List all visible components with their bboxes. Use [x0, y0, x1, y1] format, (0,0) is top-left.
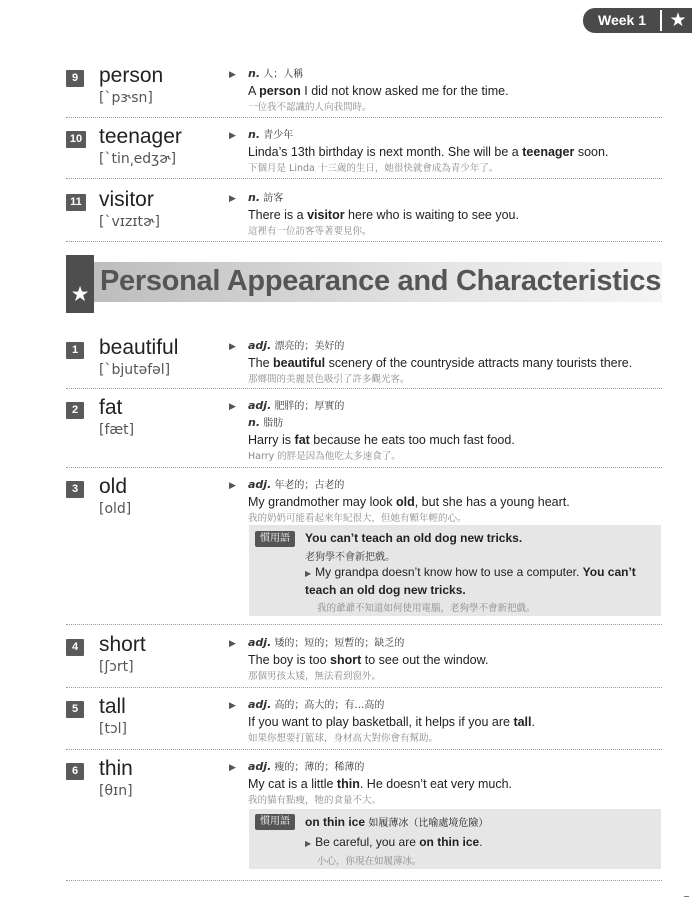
divider [66, 178, 662, 179]
entry-phonetic: [fæt] [99, 422, 135, 438]
part-of-speech: adj. [248, 636, 272, 649]
example-sentence: The boy is too short to see out the window. [248, 653, 489, 667]
week-label: Week 1 [598, 12, 646, 28]
week-separator [660, 10, 662, 31]
entry-phonetic: [old] [99, 501, 132, 517]
entry-number: 5 [66, 701, 84, 718]
part-of-speech: adj. [248, 478, 272, 491]
part-of-speech: n. [248, 416, 261, 429]
entry-phonetic: [ˋvɪzɪtɚ] [99, 214, 160, 230]
entry-number: 11 [66, 194, 86, 211]
meaning: 高的；高大的；有…高的 [274, 700, 385, 711]
pointer-arrow-icon: ▶ [229, 342, 236, 352]
example-translation: 那鄉間的美麗景色吸引了許多觀光客。 [248, 374, 410, 385]
meaning: 青少年 [263, 130, 294, 141]
divider [66, 241, 662, 242]
idiom-meaning: 老狗學不會新把戲。 [305, 552, 395, 563]
entry-number: 4 [66, 639, 84, 656]
example-translation: 我的貓有點瘦，牠的食量不大。 [248, 795, 382, 806]
divider [66, 687, 662, 688]
part-of-speech: adj. [248, 698, 272, 711]
pointer-arrow-icon: ▶ [229, 639, 236, 649]
star-icon: ★ [70, 282, 90, 306]
idiom-translation: 我的爺爺不知道如何使用電腦，老狗學不會新把戲。 [317, 603, 536, 614]
pointer-arrow-icon: ▶ [229, 131, 236, 141]
pointer-arrow-icon: ▶ [229, 402, 236, 412]
entry-number: 1 [66, 342, 84, 359]
part-of-speech: n. [248, 128, 261, 141]
entry-word: fat [99, 396, 123, 419]
entry-phonetic: [ˋpɝsn] [99, 90, 153, 106]
entry-phonetic: [ˋtin͵edʒɚ] [99, 151, 177, 167]
part-of-speech: adj. [248, 760, 272, 773]
meaning: 肥胖的；厚實的 [274, 401, 345, 412]
idiom-translation: 小心，你現在如履薄冰。 [317, 856, 422, 867]
entry-number: 2 [66, 402, 84, 419]
entry-phonetic: [ˋbjutəfəl] [99, 362, 171, 378]
pointer-arrow-icon: ▶ [229, 481, 236, 491]
divider [66, 624, 662, 625]
idiom-box [249, 809, 661, 869]
section-title: Personal Appearance and Characteristics [100, 265, 662, 297]
entry-number: 6 [66, 763, 84, 780]
pointer-arrow-icon: ▶ [229, 70, 236, 80]
divider [66, 117, 662, 118]
meaning: 脂肪 [263, 418, 284, 429]
entry-word: teenager [99, 125, 182, 148]
pointer-arrow-icon: ▶ [229, 763, 236, 773]
divider [66, 467, 662, 468]
example-sentence: Harry is fat because he eats too much fast food. [248, 433, 515, 447]
example-translation: 如果你想要打籃球，身材高大對你會有幫助。 [248, 733, 439, 744]
idiom-example: ▶ Be careful, you are on thin ice. [305, 835, 483, 849]
page-corner-mark [684, 896, 689, 897]
pointer-arrow-icon: ▶ [305, 839, 312, 848]
idiom-box [249, 525, 661, 616]
entry-word: person [99, 64, 164, 87]
part-of-speech: n. [248, 67, 261, 80]
example-translation: 這裡有一位訪客等著要見你。 [248, 226, 372, 237]
entry-number: 3 [66, 481, 84, 498]
example-sentence: A person I did not know asked me for the time. [248, 84, 509, 98]
example-translation: 下個月是 Linda 十三歲的生日，她很快就會成為青少年了。 [248, 163, 499, 174]
example-translation: Harry 的胖是因為他吃太多速食了。 [248, 451, 401, 462]
idiom-tag: 慣用語 [255, 814, 295, 830]
entry-phonetic: [tɔl] [99, 721, 127, 737]
entry-word: old [99, 475, 128, 498]
divider [66, 880, 662, 881]
entry-word: thin [99, 757, 133, 780]
divider [66, 749, 662, 750]
example-sentence: There is a visitor here who is waiting to see you. [248, 208, 519, 222]
part-of-speech: n. [248, 191, 261, 204]
example-sentence: The beautiful scenery of the countryside attracts many tourists there. [248, 356, 633, 370]
idiom-phrase: on thin ice 如履薄冰（比喻處境危險） [305, 815, 489, 829]
entry-word: short [99, 633, 146, 656]
example-sentence: If you want to play basketball, it helps if you are tall. [248, 715, 535, 729]
pointer-arrow-icon: ▶ [229, 701, 236, 711]
example-sentence: My grandmother may look old, but she has a young heart. [248, 495, 570, 509]
example-translation: 一位我不認識的人向我問時。 [248, 102, 372, 113]
part-of-speech: adj. [248, 399, 272, 412]
example-sentence: My cat is a little thin. He doesn’t eat very much. [248, 777, 512, 791]
example-translation: 我的奶奶可能看起來年紀很大，但她有顆年輕的心。 [248, 513, 467, 524]
meaning: 年老的；古老的 [274, 480, 345, 491]
divider [66, 388, 662, 389]
meaning: 人；人稱 [263, 69, 304, 80]
entry-phonetic: [θɪn] [99, 783, 133, 799]
entry-phonetic: [ʃɔrt] [99, 659, 134, 675]
star-icon: ★ [669, 9, 687, 31]
entry-word: visitor [99, 188, 154, 211]
pointer-arrow-icon: ▶ [305, 569, 312, 578]
meaning: 矮的；短的；短暫的；缺乏的 [274, 638, 405, 649]
example-translation: 那個男孩太矮，無法看到窗外。 [248, 671, 382, 682]
pointer-arrow-icon: ▶ [229, 194, 236, 204]
entry-word: tall [99, 695, 126, 718]
entry-number: 10 [66, 131, 86, 148]
meaning: 瘦的；薄的；稀薄的 [274, 762, 365, 773]
idiom-phrase: You can’t teach an old dog new tricks. [305, 531, 523, 545]
entry-number: 9 [66, 70, 84, 87]
idiom-example: ▶ My grandpa doesn’t know how to use a computer. You can’t teach an old dog new tricks. [305, 565, 636, 597]
entry-word: beautiful [99, 336, 179, 359]
part-of-speech: adj. [248, 339, 272, 352]
idiom-tag: 慣用語 [255, 531, 295, 547]
meaning: 訪客 [263, 193, 284, 204]
meaning: 漂亮的；美好的 [274, 341, 345, 352]
example-sentence: Linda’s 13th birthday is next month. She will be a teenager soon. [248, 145, 609, 159]
